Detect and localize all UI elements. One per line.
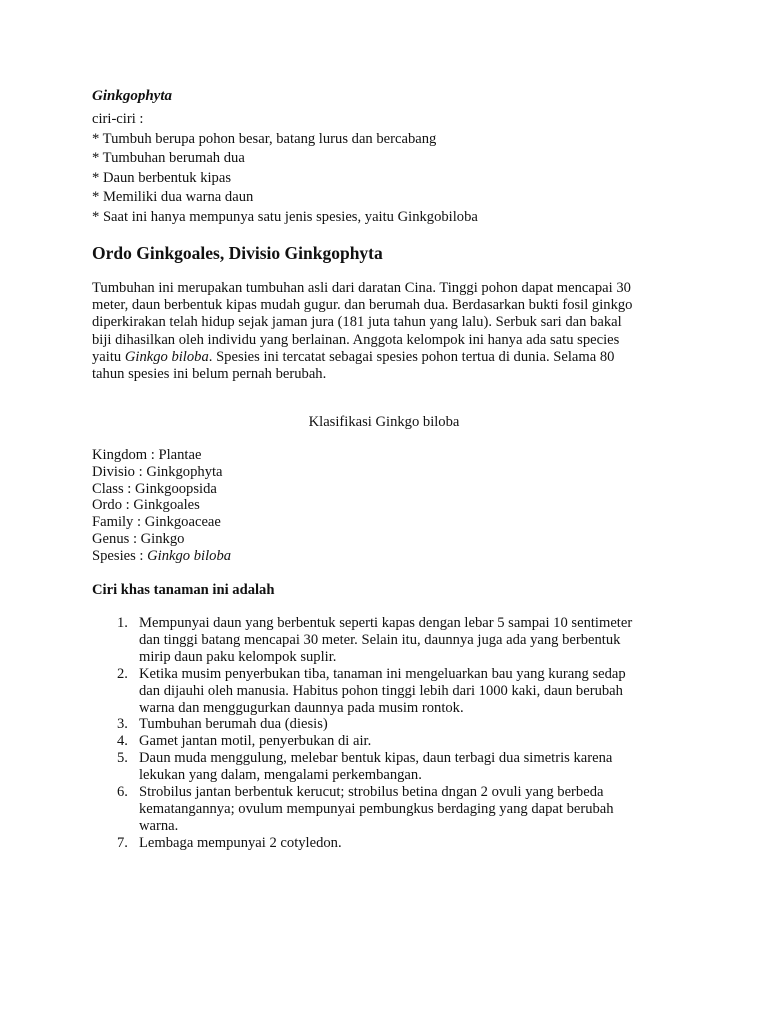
klasifikasi-kingdom: Kingdom : Plantae: [92, 447, 202, 463]
klasifikasi-genus: Genus : Ginkgo: [92, 530, 185, 547]
ciri-item: * Memiliki dua warna daun: [92, 189, 254, 206]
ciri-item: * Tumbuh berupa pohon besar, batang lurus dan bercabang: [92, 130, 437, 147]
list-item: [92, 784, 692, 835]
paragraph-text: yaitu: [92, 348, 125, 365]
list-item: [92, 733, 692, 750]
paragraph-line: biji dihasilkan oleh individu yang berlainan. Anggota kelompok ini hanya ada satu species: [92, 331, 620, 348]
list-item-line: Strobilus jantan berbentuk kerucut; strobilus betina dngan 2 ovuli yang berbeda: [139, 784, 604, 801]
list-item-line: Gamet jantan motil, penyerbukan di air.: [139, 733, 372, 750]
description-paragraph: [92, 280, 692, 383]
list-item-line: dan tinggi batang mencapai 30 meter. Selain itu, daunnya juga ada yang berbentuk: [139, 631, 621, 648]
paragraph-line: tahun spesies ini belum pernah berubah.: [92, 366, 327, 383]
klasifikasi-family: Family : Ginkgoaceae: [92, 514, 221, 531]
paragraph-line: [92, 349, 692, 366]
paragraph-line: meter, daun berbentuk kipas mudah gugur. dan berumah dua. Berdasarkan bukti fosil ginkgo: [92, 297, 633, 314]
ciri-item: * Daun berbentuk kipas: [92, 169, 232, 186]
list-item-line: warna.: [139, 817, 179, 834]
list-item-line: warna dan menggugurkan daunnya pada musim rontok.: [139, 699, 464, 716]
paragraph-text: . Spesies ini tercatat sebagai spesies pohon tertua di dunia. Selama 80: [208, 348, 615, 365]
list-item-number: 5.: [117, 750, 128, 767]
section-heading: Ordo Ginkgoales, Divisio Ginkgophyta: [92, 243, 383, 263]
ciri-item: * Tumbuhan berumah dua: [92, 150, 245, 167]
spesies-value: Ginkgo biloba: [147, 547, 232, 564]
list-item-number: 4.: [117, 733, 128, 750]
list-item-line: Mempunyai daun yang berbentuk seperti kapas dengan lebar 5 sampai 10 sentimeter: [139, 615, 633, 631]
ciri-khas-heading: Ciri khas tanaman ini adalah: [92, 582, 275, 598]
ciri-ciri-block: [92, 110, 478, 228]
list-item-number: 2.: [117, 665, 128, 682]
list-item-line: mirip daun paku kelompok suplir.: [139, 648, 337, 665]
klasifikasi-title: Klasifikasi Ginkgo biloba: [308, 414, 460, 430]
klasifikasi-ordo: Ordo : Ginkgoales: [92, 497, 200, 514]
list-item-line: Daun muda menggulung, melebar bentuk kipas, daun terbagi dua simetris karena: [139, 750, 613, 767]
list-item-number: 3.: [117, 716, 128, 733]
list-item: [92, 716, 692, 733]
list-item: [92, 666, 692, 717]
list-item-line: dan dijauhi oleh manusia. Habitus pohon tinggi lebih dari 1000 kaki, daun berubah: [139, 682, 623, 699]
klasifikasi-list: [92, 447, 231, 565]
ciri-item: * Saat ini hanya mempunya satu jenis spesies, yaitu Ginkgobiloba: [92, 208, 478, 225]
list-item-number: 7.: [117, 834, 128, 851]
list-item-line: lekukan yang dalam, mengalami perkembangan.: [139, 767, 422, 784]
list-item-number: 1.: [117, 615, 128, 631]
list-item-line: Tumbuhan berumah dua (diesis): [139, 716, 328, 733]
klasifikasi-spesies: [92, 548, 231, 565]
klasifikasi-class: Class : Ginkgoopsida: [92, 480, 217, 497]
ciri-ciri-label: ciri-ciri :: [92, 111, 144, 127]
paragraph-line: diperkirakan telah hidup sejak jaman jura (181 juta tahun yang lalu). Serbuk sari dan bakal: [92, 314, 622, 331]
list-item: [92, 750, 692, 784]
ginkgophyta-title: Ginkgophyta: [92, 88, 173, 104]
list-item-line: kematangannya; ovulum mempunyai pembungkus berdaging yang dapat berubah: [139, 800, 614, 817]
paragraph-line: Tumbuhan ini merupakan tumbuhan asli dari daratan Cina. Tinggi pohon dapat mencapai 30: [92, 280, 631, 296]
list-item-line: Ketika musim penyerbukan tiba, tanaman ini mengeluarkan bau yang kurang sedap: [139, 665, 626, 682]
list-item: [92, 615, 692, 666]
spesies-label: Spesies :: [92, 547, 148, 564]
list-item-line: Lembaga mempunyai 2 cotyledon.: [139, 834, 342, 851]
species-name-italic: Ginkgo biloba: [124, 348, 209, 365]
list-item-number: 6.: [117, 784, 128, 801]
ciri-khas-list: [92, 615, 692, 852]
klasifikasi-divisio: Divisio : Ginkgophyta: [92, 463, 223, 480]
list-item: [92, 835, 692, 852]
